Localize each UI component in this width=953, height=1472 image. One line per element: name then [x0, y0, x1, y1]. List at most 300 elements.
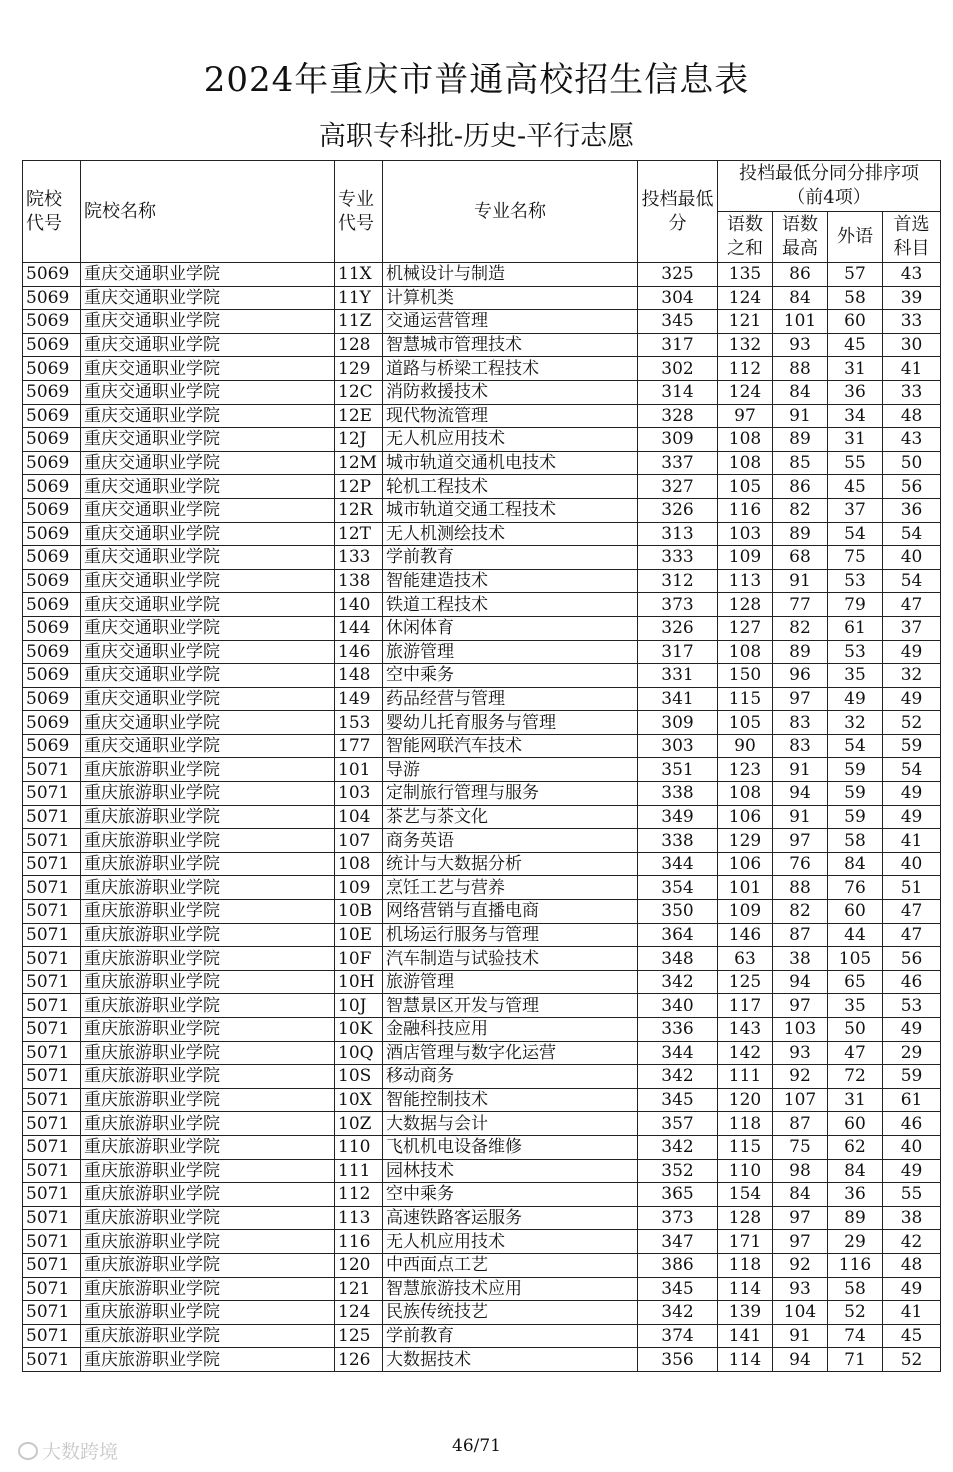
- cell-major-code: 11Z: [335, 310, 383, 334]
- table-row: [23, 1277, 941, 1301]
- cell-school-code: 5069: [23, 380, 81, 404]
- cell-yushu-max: 92: [773, 1253, 828, 1277]
- cell-foreign: 31: [828, 1088, 883, 1112]
- cell-major-code: 12E: [335, 404, 383, 428]
- cell-first-subject: 49: [883, 1018, 941, 1042]
- cell-foreign: 36: [828, 380, 883, 404]
- cell-min-score: 328: [638, 404, 718, 428]
- cell-school-name: 重庆旅游职业学院: [81, 1206, 335, 1230]
- cell-school-name: 重庆旅游职业学院: [81, 1253, 335, 1277]
- cell-foreign: 37: [828, 498, 883, 522]
- cell-yushu-sum: 125: [718, 970, 773, 994]
- cell-school-code: 5071: [23, 1112, 81, 1136]
- cell-school-name: 重庆旅游职业学院: [81, 805, 335, 829]
- cell-first-subject: 49: [883, 640, 941, 664]
- cell-major-name: 中西面点工艺: [383, 1253, 638, 1277]
- cell-major-name: 计算机类: [383, 286, 638, 310]
- cell-first-subject: 48: [883, 404, 941, 428]
- cell-school-code: 5071: [23, 900, 81, 924]
- cell-major-name: 网络营销与直播电商: [383, 900, 638, 924]
- cell-foreign: 60: [828, 310, 883, 334]
- cell-min-score: 354: [638, 876, 718, 900]
- cell-first-subject: 59: [883, 1065, 941, 1089]
- cell-foreign: 57: [828, 263, 883, 287]
- header-major-name: 专业名称: [383, 161, 638, 263]
- cell-school-code: 5071: [23, 970, 81, 994]
- cell-school-code: 5071: [23, 1324, 81, 1348]
- header-foreign: 外语: [828, 212, 883, 263]
- cell-min-score: 365: [638, 1183, 718, 1207]
- table-row: [23, 546, 941, 570]
- cell-min-score: 357: [638, 1112, 718, 1136]
- cell-min-score: 314: [638, 380, 718, 404]
- cell-yushu-sum: 111: [718, 1065, 773, 1089]
- cell-foreign: 53: [828, 640, 883, 664]
- cell-first-subject: 51: [883, 876, 941, 900]
- cell-school-code: 5071: [23, 876, 81, 900]
- cell-school-code: 5071: [23, 1253, 81, 1277]
- cell-foreign: 62: [828, 1135, 883, 1159]
- cell-school-name: 重庆交通职业学院: [81, 286, 335, 310]
- cell-first-subject: 39: [883, 286, 941, 310]
- cell-yushu-max: 82: [773, 498, 828, 522]
- cell-min-score: 374: [638, 1324, 718, 1348]
- cell-foreign: 60: [828, 900, 883, 924]
- cell-yushu-sum: 118: [718, 1112, 773, 1136]
- cell-major-code: 10S: [335, 1065, 383, 1089]
- cell-foreign: 75: [828, 546, 883, 570]
- cell-yushu-max: 93: [773, 1041, 828, 1065]
- cell-yushu-max: 103: [773, 1018, 828, 1042]
- cell-first-subject: 43: [883, 263, 941, 287]
- cell-first-subject: 59: [883, 734, 941, 758]
- cell-foreign: 59: [828, 758, 883, 782]
- cell-major-code: 10K: [335, 1018, 383, 1042]
- table-row: [23, 876, 941, 900]
- cell-yushu-sum: 108: [718, 428, 773, 452]
- cell-yushu-max: 94: [773, 1348, 828, 1372]
- cell-school-name: 重庆旅游职业学院: [81, 1159, 335, 1183]
- cell-first-subject: 48: [883, 1253, 941, 1277]
- cell-min-score: 350: [638, 900, 718, 924]
- cell-min-score: 303: [638, 734, 718, 758]
- cell-first-subject: 47: [883, 900, 941, 924]
- cell-major-code: 10Z: [335, 1112, 383, 1136]
- cell-yushu-sum: 142: [718, 1041, 773, 1065]
- cell-school-name: 重庆交通职业学院: [81, 546, 335, 570]
- cell-school-name: 重庆旅游职业学院: [81, 852, 335, 876]
- page-title: 2024年重庆市普通高校招生信息表: [203, 60, 750, 100]
- cell-yushu-sum: 127: [718, 616, 773, 640]
- cell-major-name: 城市轨道交通机电技术: [383, 451, 638, 475]
- cell-major-name: 大数据与会计: [383, 1112, 638, 1136]
- table-row: [23, 333, 941, 357]
- cell-school-name: 重庆交通职业学院: [81, 451, 335, 475]
- cell-school-code: 5069: [23, 711, 81, 735]
- cell-school-code: 5071: [23, 1348, 81, 1372]
- cell-major-code: 10X: [335, 1088, 383, 1112]
- cell-school-name: 重庆交通职业学院: [81, 333, 335, 357]
- table-row: [23, 498, 941, 522]
- cell-min-score: 364: [638, 923, 718, 947]
- cell-school-name: 重庆旅游职业学院: [81, 782, 335, 806]
- cell-first-subject: 42: [883, 1230, 941, 1254]
- cell-school-code: 5071: [23, 852, 81, 876]
- cell-major-name: 智慧城市管理技术: [383, 333, 638, 357]
- cell-yushu-sum: 105: [718, 475, 773, 499]
- cell-first-subject: 55: [883, 1183, 941, 1207]
- cell-min-score: 333: [638, 546, 718, 570]
- cell-school-code: 5071: [23, 1018, 81, 1042]
- cell-yushu-sum: 120: [718, 1088, 773, 1112]
- cell-yushu-sum: 110: [718, 1159, 773, 1183]
- table-row: [23, 1253, 941, 1277]
- cell-major-name: 旅游管理: [383, 640, 638, 664]
- cell-yushu-max: 88: [773, 876, 828, 900]
- header-yushu-sum: 语数之和: [718, 212, 773, 263]
- table-row: [23, 380, 941, 404]
- cell-school-name: 重庆交通职业学院: [81, 711, 335, 735]
- cell-major-code: 121: [335, 1277, 383, 1301]
- cell-yushu-sum: 106: [718, 852, 773, 876]
- cell-min-score: 342: [638, 1135, 718, 1159]
- table-row: [23, 522, 941, 546]
- cell-school-code: 5069: [23, 687, 81, 711]
- cell-yushu-max: 97: [773, 994, 828, 1018]
- table-row: [23, 1135, 941, 1159]
- cell-yushu-max: 68: [773, 546, 828, 570]
- table-row: [23, 1112, 941, 1136]
- cell-first-subject: 43: [883, 428, 941, 452]
- cell-yushu-max: 96: [773, 664, 828, 688]
- cell-major-name: 交通运营管理: [383, 310, 638, 334]
- cell-school-code: 5069: [23, 498, 81, 522]
- table-row: [23, 687, 941, 711]
- cell-major-name: 导游: [383, 758, 638, 782]
- cell-major-name: 定制旅行管理与服务: [383, 782, 638, 806]
- cell-yushu-max: 86: [773, 475, 828, 499]
- cell-min-score: 331: [638, 664, 718, 688]
- table-row: [23, 734, 941, 758]
- cell-yushu-max: 91: [773, 569, 828, 593]
- cell-first-subject: 36: [883, 498, 941, 522]
- cell-min-score: 309: [638, 428, 718, 452]
- cell-major-name: 商务英语: [383, 829, 638, 853]
- cell-major-name: 智能控制技术: [383, 1088, 638, 1112]
- cell-min-score: 317: [638, 640, 718, 664]
- cell-major-code: 177: [335, 734, 383, 758]
- cell-foreign: 54: [828, 522, 883, 546]
- cell-major-code: 148: [335, 664, 383, 688]
- cell-major-name: 城市轨道交通工程技术: [383, 498, 638, 522]
- cell-school-name: 重庆旅游职业学院: [81, 970, 335, 994]
- cell-yushu-max: 104: [773, 1301, 828, 1325]
- cell-first-subject: 53: [883, 994, 941, 1018]
- cell-first-subject: 40: [883, 546, 941, 570]
- cell-foreign: 45: [828, 475, 883, 499]
- table-row: [23, 1183, 941, 1207]
- cell-major-code: 104: [335, 805, 383, 829]
- cell-major-code: 128: [335, 333, 383, 357]
- cell-major-code: 107: [335, 829, 383, 853]
- cell-yushu-sum: 123: [718, 758, 773, 782]
- cell-major-code: 12T: [335, 522, 383, 546]
- cell-school-name: 重庆交通职业学院: [81, 687, 335, 711]
- table-row: [23, 475, 941, 499]
- cell-school-code: 5069: [23, 404, 81, 428]
- cell-major-code: 133: [335, 546, 383, 570]
- cell-yushu-sum: 154: [718, 1183, 773, 1207]
- table-row: [23, 1159, 941, 1183]
- cell-school-code: 5069: [23, 286, 81, 310]
- cell-major-name: 智慧景区开发与管理: [383, 994, 638, 1018]
- cell-min-score: 326: [638, 616, 718, 640]
- page-number: 46/71: [452, 1436, 501, 1456]
- cell-school-name: 重庆交通职业学院: [81, 734, 335, 758]
- cell-first-subject: 37: [883, 616, 941, 640]
- cell-major-code: 10B: [335, 900, 383, 924]
- cell-yushu-sum: 115: [718, 687, 773, 711]
- cell-yushu-sum: 105: [718, 711, 773, 735]
- cell-yushu-max: 76: [773, 852, 828, 876]
- cell-school-code: 5069: [23, 310, 81, 334]
- cell-min-score: 313: [638, 522, 718, 546]
- cell-school-code: 5071: [23, 1277, 81, 1301]
- cell-yushu-max: 84: [773, 286, 828, 310]
- cell-min-score: 347: [638, 1230, 718, 1254]
- table-row: [23, 1301, 941, 1325]
- cell-foreign: 55: [828, 451, 883, 475]
- cell-first-subject: 41: [883, 1301, 941, 1325]
- header-tiebreak-group: 投档最低分同分排序项（前4项）: [718, 161, 941, 212]
- admission-table: [22, 160, 941, 1372]
- cell-min-score: 352: [638, 1159, 718, 1183]
- cell-foreign: 105: [828, 947, 883, 971]
- cell-school-code: 5069: [23, 522, 81, 546]
- cell-yushu-sum: 129: [718, 829, 773, 853]
- table-row: [23, 616, 941, 640]
- cell-yushu-sum: 118: [718, 1253, 773, 1277]
- cell-major-name: 学前教育: [383, 1324, 638, 1348]
- cell-min-score: 309: [638, 711, 718, 735]
- cell-school-code: 5071: [23, 1183, 81, 1207]
- cell-major-code: 12M: [335, 451, 383, 475]
- cell-yushu-sum: 124: [718, 286, 773, 310]
- cell-major-name: 空中乘务: [383, 1183, 638, 1207]
- table-row: [23, 1065, 941, 1089]
- cell-foreign: 72: [828, 1065, 883, 1089]
- cell-first-subject: 41: [883, 829, 941, 853]
- cell-yushu-max: 91: [773, 758, 828, 782]
- cell-foreign: 58: [828, 286, 883, 310]
- cell-yushu-max: 82: [773, 900, 828, 924]
- cell-min-score: 345: [638, 1088, 718, 1112]
- cell-school-name: 重庆旅游职业学院: [81, 1088, 335, 1112]
- cell-school-code: 5071: [23, 1135, 81, 1159]
- header-yushu-max: 语数最高: [773, 212, 828, 263]
- table-row: [23, 829, 941, 853]
- cell-school-name: 重庆旅游职业学院: [81, 900, 335, 924]
- cell-first-subject: 41: [883, 357, 941, 381]
- cell-foreign: 60: [828, 1112, 883, 1136]
- table-row: [23, 1088, 941, 1112]
- cell-min-score: 345: [638, 1277, 718, 1301]
- cell-min-score: 356: [638, 1348, 718, 1372]
- cell-yushu-sum: 114: [718, 1277, 773, 1301]
- cell-min-score: 336: [638, 1018, 718, 1042]
- cell-min-score: 345: [638, 310, 718, 334]
- table-row: [23, 357, 941, 381]
- cell-major-code: 12J: [335, 428, 383, 452]
- table-row: [23, 711, 941, 735]
- cell-first-subject: 33: [883, 380, 941, 404]
- cell-school-name: 重庆交通职业学院: [81, 569, 335, 593]
- table-row: [23, 404, 941, 428]
- cell-major-code: 11Y: [335, 286, 383, 310]
- cell-major-code: 12P: [335, 475, 383, 499]
- cell-foreign: 58: [828, 1277, 883, 1301]
- cell-yushu-max: 75: [773, 1135, 828, 1159]
- table-row: [23, 900, 941, 924]
- cell-major-name: 现代物流管理: [383, 404, 638, 428]
- table-row: [23, 1324, 941, 1348]
- cell-min-score: 325: [638, 263, 718, 287]
- cell-school-name: 重庆交通职业学院: [81, 498, 335, 522]
- cell-yushu-max: 92: [773, 1065, 828, 1089]
- cell-min-score: 344: [638, 1041, 718, 1065]
- cell-major-code: 12C: [335, 380, 383, 404]
- cell-min-score: 344: [638, 852, 718, 876]
- cell-yushu-sum: 108: [718, 640, 773, 664]
- cell-major-name: 汽车制造与试验技术: [383, 947, 638, 971]
- cell-school-name: 重庆交通职业学院: [81, 380, 335, 404]
- cell-yushu-sum: 146: [718, 923, 773, 947]
- cell-min-score: 351: [638, 758, 718, 782]
- cell-yushu-sum: 121: [718, 310, 773, 334]
- cell-major-name: 机械设计与制造: [383, 263, 638, 287]
- cell-first-subject: 61: [883, 1088, 941, 1112]
- cell-first-subject: 56: [883, 475, 941, 499]
- cell-major-code: 10Q: [335, 1041, 383, 1065]
- cell-first-subject: 56: [883, 947, 941, 971]
- cell-first-subject: 49: [883, 687, 941, 711]
- cell-yushu-max: 89: [773, 428, 828, 452]
- cell-min-score: 342: [638, 1065, 718, 1089]
- cell-foreign: 31: [828, 428, 883, 452]
- cell-first-subject: 38: [883, 1206, 941, 1230]
- cell-foreign: 35: [828, 994, 883, 1018]
- cell-first-subject: 40: [883, 852, 941, 876]
- cell-major-name: 金融科技应用: [383, 1018, 638, 1042]
- cell-school-name: 重庆交通职业学院: [81, 357, 335, 381]
- cell-min-score: 341: [638, 687, 718, 711]
- cell-school-code: 5069: [23, 546, 81, 570]
- header-first-subject: 首选科目: [883, 212, 941, 263]
- table-row: [23, 994, 941, 1018]
- cell-yushu-max: 107: [773, 1088, 828, 1112]
- table-row: [23, 1230, 941, 1254]
- cell-first-subject: 52: [883, 711, 941, 735]
- cell-foreign: 34: [828, 404, 883, 428]
- cell-foreign: 76: [828, 876, 883, 900]
- cell-major-name: 飞机机电设备维修: [383, 1135, 638, 1159]
- cell-yushu-sum: 115: [718, 1135, 773, 1159]
- cell-yushu-max: 85: [773, 451, 828, 475]
- cell-major-code: 140: [335, 593, 383, 617]
- cell-yushu-sum: 114: [718, 1348, 773, 1372]
- cell-min-score: 348: [638, 947, 718, 971]
- cell-yushu-sum: 113: [718, 569, 773, 593]
- cell-major-name: 高速铁路客运服务: [383, 1206, 638, 1230]
- cell-first-subject: 50: [883, 451, 941, 475]
- header-major-code: 专业代号: [335, 161, 383, 263]
- cell-school-name: 重庆旅游职业学院: [81, 947, 335, 971]
- header-school-name: 院校名称: [81, 161, 335, 263]
- cell-major-name: 园林技术: [383, 1159, 638, 1183]
- cell-yushu-max: 88: [773, 357, 828, 381]
- cell-first-subject: 54: [883, 758, 941, 782]
- cell-school-code: 5071: [23, 1206, 81, 1230]
- cell-foreign: 79: [828, 593, 883, 617]
- cell-yushu-max: 87: [773, 1112, 828, 1136]
- cell-yushu-max: 84: [773, 380, 828, 404]
- cell-yushu-max: 84: [773, 1183, 828, 1207]
- cell-foreign: 59: [828, 782, 883, 806]
- cell-major-code: 144: [335, 616, 383, 640]
- cell-school-code: 5071: [23, 782, 81, 806]
- cell-first-subject: 52: [883, 1348, 941, 1372]
- cell-foreign: 52: [828, 1301, 883, 1325]
- cell-foreign: 47: [828, 1041, 883, 1065]
- cell-school-code: 5071: [23, 994, 81, 1018]
- cell-foreign: 84: [828, 852, 883, 876]
- cell-first-subject: 49: [883, 1277, 941, 1301]
- cell-school-code: 5069: [23, 263, 81, 287]
- brand-logo-icon: [18, 1442, 38, 1460]
- cell-school-code: 5069: [23, 333, 81, 357]
- brand-watermark: [18, 1437, 118, 1464]
- cell-major-name: 轮机工程技术: [383, 475, 638, 499]
- cell-major-code: 12R: [335, 498, 383, 522]
- table-row: [23, 1348, 941, 1372]
- table-row: [23, 286, 941, 310]
- cell-school-code: 5071: [23, 1088, 81, 1112]
- cell-school-name: 重庆旅游职业学院: [81, 1324, 335, 1348]
- header-min-score: 投档最低分: [638, 161, 718, 263]
- table-row: [23, 923, 941, 947]
- cell-yushu-max: 83: [773, 734, 828, 758]
- cell-major-name: 智能网联汽车技术: [383, 734, 638, 758]
- cell-school-name: 重庆旅游职业学院: [81, 1230, 335, 1254]
- cell-major-code: 113: [335, 1206, 383, 1230]
- cell-yushu-max: 38: [773, 947, 828, 971]
- cell-major-code: 149: [335, 687, 383, 711]
- cell-major-code: 129: [335, 357, 383, 381]
- cell-first-subject: 30: [883, 333, 941, 357]
- cell-min-score: 326: [638, 498, 718, 522]
- cell-foreign: 58: [828, 829, 883, 853]
- cell-major-name: 无人机测绘技术: [383, 522, 638, 546]
- table-row: [23, 805, 941, 829]
- cell-major-name: 移动商务: [383, 1065, 638, 1089]
- cell-min-score: 312: [638, 569, 718, 593]
- cell-school-name: 重庆旅游职业学院: [81, 994, 335, 1018]
- cell-school-code: 5069: [23, 640, 81, 664]
- cell-major-name: 无人机应用技术: [383, 1230, 638, 1254]
- cell-school-name: 重庆交通职业学院: [81, 593, 335, 617]
- cell-school-name: 重庆交通职业学院: [81, 522, 335, 546]
- cell-school-name: 重庆旅游职业学院: [81, 1135, 335, 1159]
